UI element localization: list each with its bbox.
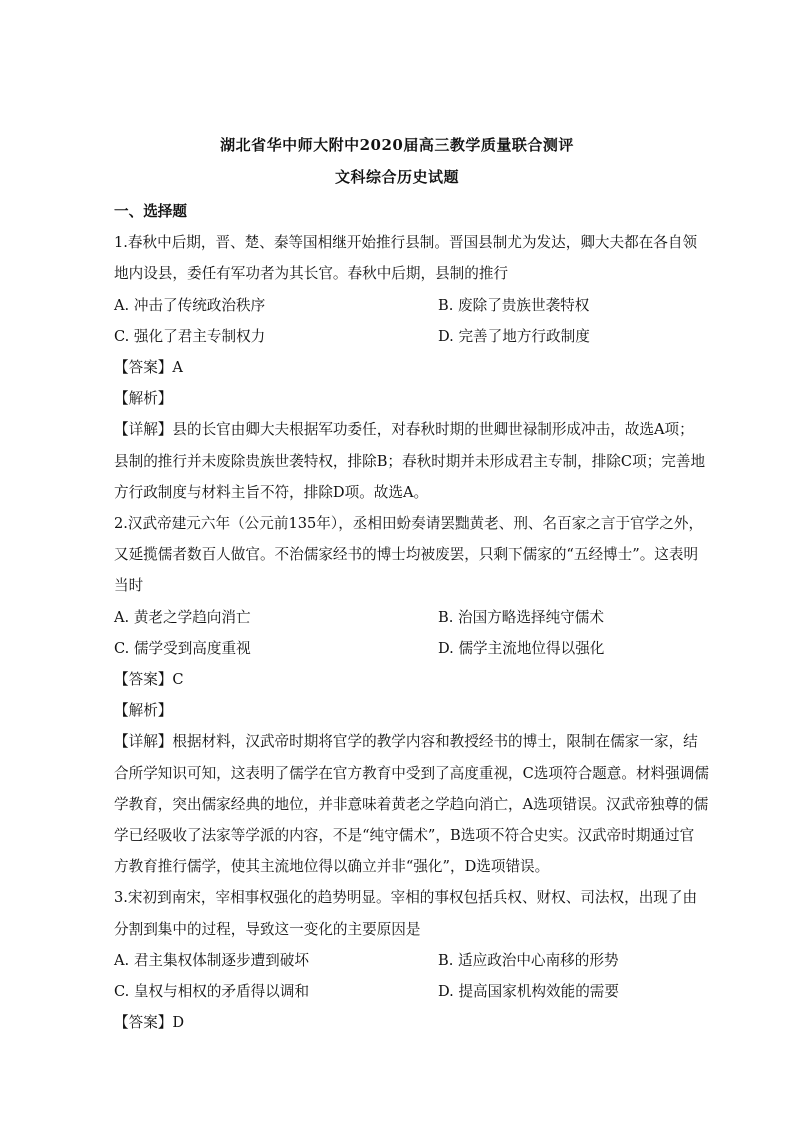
analysis-line: 【详解】县的长官由卿大夫根据军功委任，对春秋时期的世卿世禄制形成冲击，故选A项； [114,421,694,439]
question-stem-line: 当时 [114,577,144,595]
option-a: A. 君主集权体制逐步遭到破坏 [114,951,309,969]
analysis-line: 【详解】根据材料，汉武帝时期将官学的教学内容和教授经书的博士，限制在儒家一家，结 [114,733,698,751]
analysis-line: 合所学知识可知，这表明了儒学在官方教育中受到了高度重视，C选项符合题意。材料强调儒 [114,764,709,782]
question-stem-line: 1.春秋中后期，晋、楚、秦等国相继开始推行县制。晋国县制尤为发达，卿大夫都在各自领 [114,234,698,252]
answer-label: 【答案】A [114,359,183,377]
question-stem-line: 又延揽儒者数百人做官。不治儒家经书的博士均被废罢，只剩下儒家的“五经博士”。这表明 [114,546,699,564]
option-row [114,290,682,321]
question-stem-line: 地内设县，委任有军功者为其长官。春秋中后期，县制的推行 [114,265,509,283]
option-row [114,633,682,664]
option-c: C. 儒学受到高度重视 [114,639,251,657]
document-body [114,196,709,1038]
question-stem-line: 2.汉武帝建元六年（公元前135年），丞相田蚡奏请罢黜黄老、刑、名百家之言于官学之外， [114,515,704,533]
option-c: C. 强化了君主专制权力 [114,327,266,345]
question-3 [114,882,698,1038]
option-row [114,976,682,1007]
answer-label: 【答案】D [114,1014,185,1032]
question-stem-line: 分割到集中的过程，导致这一变化的主要原因是 [114,920,421,938]
option-b: B. 适应政治中心南移的形势 [438,951,619,969]
analysis-line: 方教育推行儒学，使其主流地位得以确立并非“强化”，D选项错误。 [114,858,550,876]
option-b: B. 废除了贵族世袭特权 [438,296,590,314]
analysis-line: 县制的推行并未废除贵族世袭特权，排除B；春秋时期并未形成君主专制，排除C项；完善地 [114,452,706,470]
option-d: D. 儒学主流地位得以强化 [438,639,605,657]
question-stem-line: 3.宋初到南宋，宰相事权强化的趋势明显。宰相的事权包括兵权、财权、司法权，出现了由 [114,889,698,907]
document-title: 湖北省华中师大附中2020届高三教学质量联合测评 [220,136,574,154]
question-1 [114,227,706,508]
section-heading: 一、选择题 [114,203,187,220]
analysis-label: 【解析】 [114,390,173,408]
option-d: D. 提高国家机构效能的需要 [438,983,619,1001]
answer-label: 【答案】C [114,671,184,689]
analysis-line: 学已经吸收了法家等学派的内容，不是“纯守儒术”，B选项不符合史实。汉武帝时期通过官 [114,827,695,845]
option-b: B. 治国方略选择纯守儒术 [438,608,604,626]
analysis-line: 学教育，突出儒家经典的地位，并非意味着黄老之学趋向消亡，A选项错误。汉武帝独尊的儒 [114,795,709,813]
question-2 [114,508,709,882]
analysis-line: 方行政制度与材料主旨不符，排除D项。故选A。 [114,483,429,501]
option-a: A. 冲击了传统政治秩序 [114,296,266,314]
option-row [114,602,682,633]
option-c: C. 皇权与相权的矛盾得以调和 [114,983,310,1001]
option-row [114,321,682,352]
analysis-label: 【解析】 [114,702,173,720]
option-d: D. 完善了地方行政制度 [438,327,590,345]
document-subtitle: 文科综合历史试题 [334,168,459,186]
option-a: A. 黄老之学趋向消亡 [114,608,251,626]
option-row [114,945,682,976]
